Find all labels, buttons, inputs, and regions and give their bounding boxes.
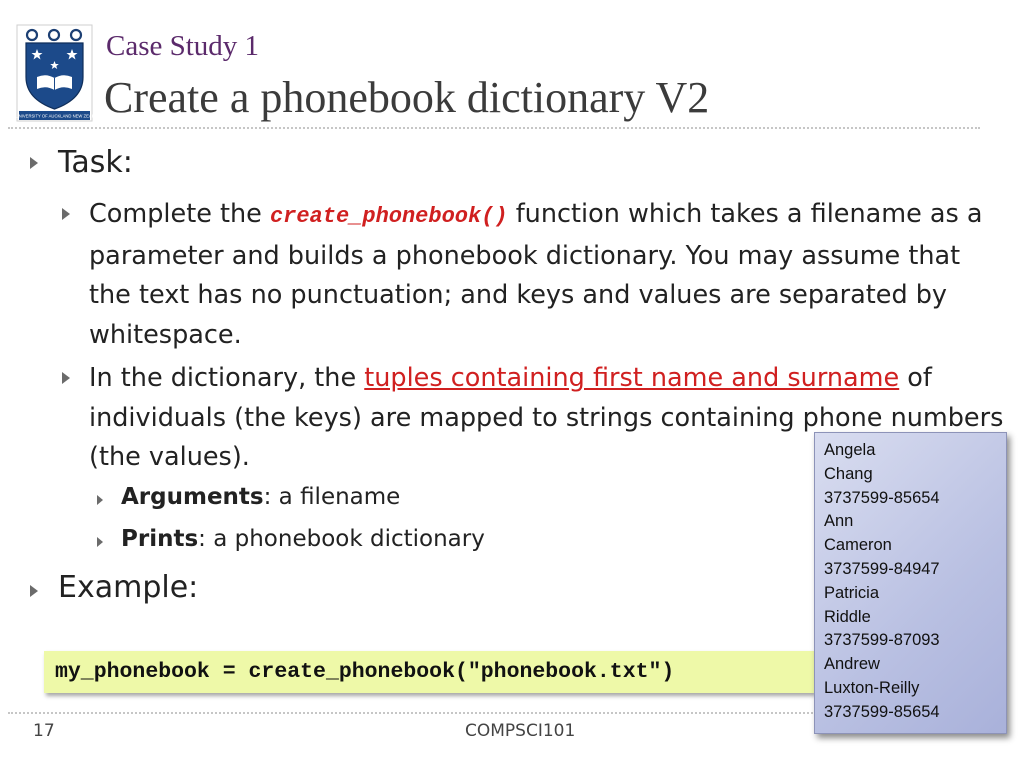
dictionary-suffix: of individuals (the keys) are mapped to strings containing phone numbers (the values). xyxy=(89,363,1004,472)
list-item: Patricia xyxy=(824,583,880,602)
phonebook-file-note xyxy=(814,432,1007,734)
bullet-description xyxy=(89,195,1009,355)
bullet-arrow-icon xyxy=(30,585,38,597)
bullet-prints xyxy=(121,526,485,552)
svg-text:THE UNIVERSITY OF AUCKLAND NEW: THE UNIVERSITY OF AUCKLAND NEW ZEALAND xyxy=(6,113,103,119)
function-name-code: create_phonebook() xyxy=(269,204,508,229)
prints-value: : a phonebook dictionary xyxy=(198,526,485,552)
dictionary-prefix: In the dictionary, the xyxy=(89,363,365,393)
description-prefix: Complete the xyxy=(89,199,270,229)
page-number: 17 xyxy=(33,721,55,741)
list-item: 3737599-87093 xyxy=(824,631,940,650)
bullet-task: Task: xyxy=(58,145,133,180)
arguments-value: : a filename xyxy=(263,484,401,510)
bullet-arrow-icon xyxy=(62,208,70,220)
course-name: COMPSCI101 xyxy=(465,721,576,741)
slide-title: Create a phonebook dictionary V2 xyxy=(104,73,710,122)
description-suffix: function which takes a filename as a parameter and builds a phonebook dictionary. You may assume that the text has no punctuation; and keys and values are separated by whitespace. xyxy=(89,199,983,350)
university-logo xyxy=(6,25,103,121)
list-item: 3737599-85654 xyxy=(824,488,940,507)
slide-subtitle: Case Study 1 xyxy=(106,30,260,62)
prints-label: Prints xyxy=(121,526,199,552)
list-item: Ann xyxy=(824,512,854,531)
bullet-arguments xyxy=(121,484,400,510)
bullet-arrow-icon xyxy=(62,372,70,384)
list-item: Chang xyxy=(824,464,873,483)
list-item: Angela xyxy=(824,441,876,459)
list-item: 3737599-84947 xyxy=(824,559,940,578)
title-divider xyxy=(8,127,980,129)
list-item: Cameron xyxy=(824,536,892,555)
example-code-box: my_phonebook = create_phonebook("phonebook.txt") xyxy=(44,651,814,693)
bullet-arrow-icon xyxy=(97,495,103,505)
list-item: Riddle xyxy=(824,607,871,626)
tuples-link[interactable]: tuples containing first name and surname xyxy=(364,363,900,393)
list-item: Andrew xyxy=(824,655,880,674)
arguments-label: Arguments xyxy=(121,484,264,510)
list-item: 3737599-85654 xyxy=(824,702,940,721)
bullet-arrow-icon xyxy=(30,157,38,169)
bullet-arrow-icon xyxy=(97,537,103,547)
bullet-example: Example: xyxy=(58,570,199,605)
list-item: Luxton-Reilly xyxy=(824,678,920,697)
